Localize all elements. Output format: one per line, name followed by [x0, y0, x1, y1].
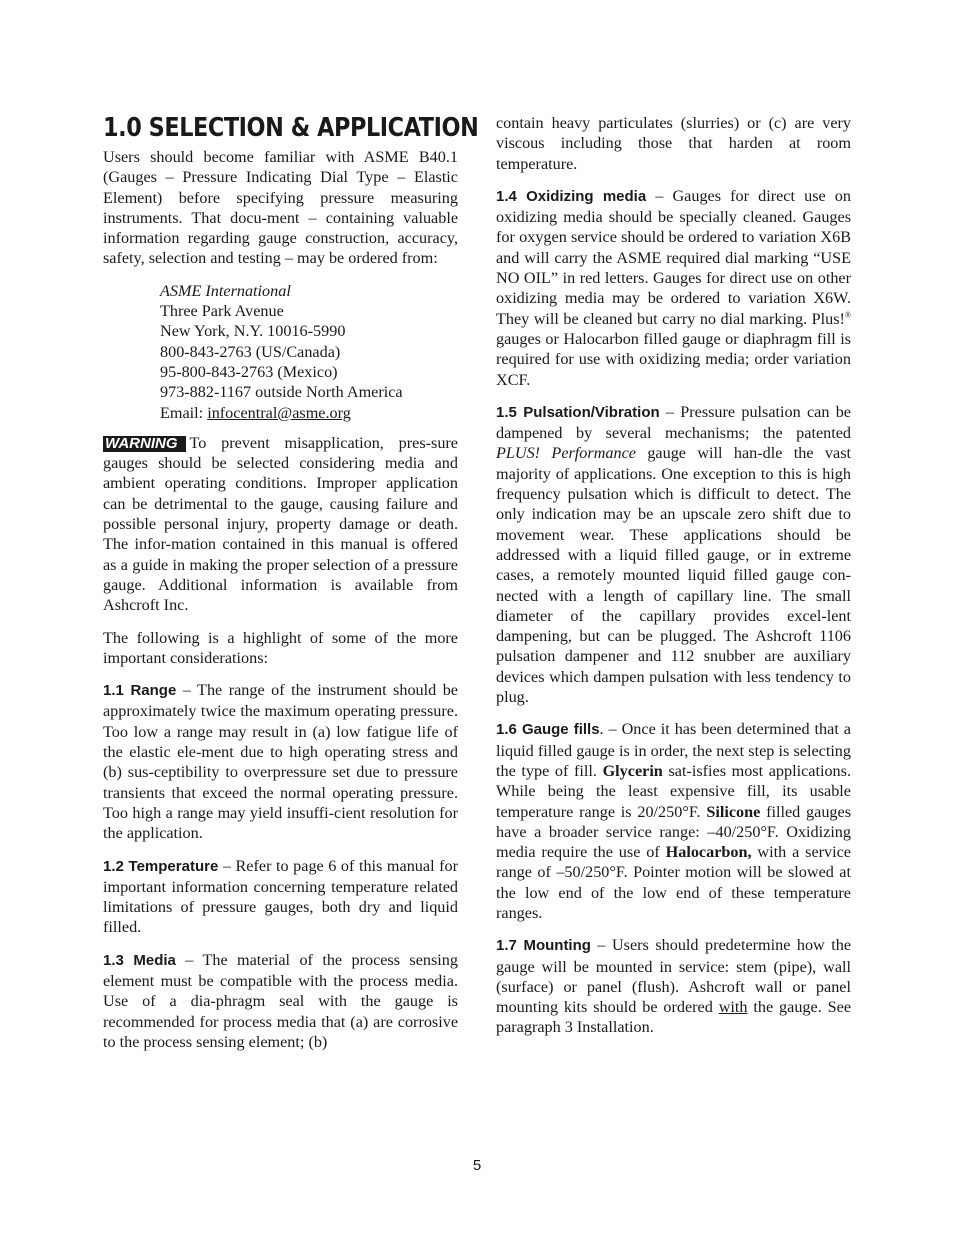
section-1-4-text-b: gauges or Halocarbon filled gauge or diaphragm fill is required for use with oxidizing media; order variation XCF.	[496, 329, 851, 389]
section-1-2-heading: 1.2 Temperature	[103, 857, 219, 875]
section-1-6-text-b: sat-isfies most applications. While being the least expensive fill, its usable temperature range is 20/250°F.	[496, 761, 851, 821]
section-1-5	[496, 402, 851, 707]
fill-halocarbon: Halocarbon,	[665, 843, 752, 862]
section-1-4-text-a: – Gauges for direct use on oxidizing media should be specially cleaned. Gauges for oxygen service should be ordered to variation X6B and will carry the ASME required dial marking “USE NO OIL” in red letters. Gauges for direct use on other oxidizing media may be ordered to variation X6W. They will be cleaned but carry no dial marking. Plus!	[496, 186, 851, 328]
section-1-6-heading: 1.6 Gauge fills	[496, 721, 600, 739]
section-1-1-text: – The range of the instrument should be approximately twice the maximum operating pressure. Too low a range may result in (a) low fatigue life of the elastic ele-ment due to high operating stress and (b) sus-ceptibility to overpressure set due to pressure transients that exceed the normal operating pressure. Too high a range may yield insuffi-cient resolution for the application.	[103, 681, 458, 843]
section-1-7	[496, 935, 851, 1037]
intro-paragraph: Users should become familiar with ASME B40.1 (Gauges – Pressure Indicating Dial Type – Elastic Element) before specifying pressure measuring instruments. That docu-ment – containing valuable information regarding gauge construction, accuracy, safety, selection and testing – may be ordered from:	[103, 148, 458, 268]
section-1-5-text-a: – Pressure pulsation can be dampened by several mechanisms; the patented	[496, 402, 851, 443]
section-1-4	[496, 186, 851, 390]
section-1-3-text: – The material of the process sensing element must be compatible with the process media. Use of a dia-phragm seal with the gauge is recommended for process media that (a) are corrosive to the process sensing element; (b)	[103, 950, 458, 1051]
section-1-7-text-b: the gauge. See paragraph 3 Installation.	[496, 998, 851, 1037]
section-1-6	[496, 719, 851, 923]
section-1-3-heading: 1.3 Media	[103, 951, 176, 969]
address-street: Three Park Avenue	[160, 302, 284, 321]
right-column	[496, 113, 851, 1050]
address-phone-us: 800-843-2763 (US/Canada)	[160, 342, 341, 361]
section-1-6-text-a: . – Once it has been determined that a liquid filled gauge is in order, the next step is selecting the type of fill.	[496, 720, 851, 780]
address-block	[160, 281, 458, 423]
section-1-3-continued: contain heavy particulates (slurries) or (c) are very viscous including those that harden at room temperature.	[496, 114, 851, 173]
section-1-7-heading: 1.7 Mounting	[496, 937, 591, 955]
section-1-2	[103, 856, 458, 938]
section-1-1-heading: 1.1 Range	[103, 682, 177, 700]
section-1-6-text-c: filled gauges have a broader service range: –40/250°F. Oxidizing media require the use of	[496, 802, 851, 862]
left-column	[103, 113, 479, 1064]
highlight-paragraph: The following is a highlight of some of the more important considerations:	[103, 628, 458, 667]
warning-paragraph	[103, 433, 458, 616]
warning-badge: WARNING	[103, 436, 186, 452]
section-1-4-heading: 1.4 Oxidizing media	[496, 187, 647, 205]
section-1-1	[103, 680, 458, 843]
address-phone-mexico: 95-800-843-2763 (Mexico)	[160, 362, 338, 381]
registered-mark: ®	[844, 310, 851, 320]
address-city: New York, N.Y. 10016-5990	[160, 322, 346, 341]
section-1-5-text-b: gauge will han-dle the vast majority of applications. One exception to this is high frequency pulsation which is difficult to detect. The only indication may be an upscale zero shift due to movement wear. These applications should be addressed with a liquid filled gauge, or in extreme cases, a remotely mounted liquid filled gauge con-nected with a length of capillary line. The small diameter of the capillary provides excel-lent dampening, but can be plugged. The Ashcroft 1106 pulsation dampener and 112 snubber are auxiliary devices which dampen pulsation with less tendency to plug.	[496, 444, 851, 707]
section-1-5-product-name: PLUS! Performance	[496, 444, 636, 463]
email-link[interactable]: infocentral@asme.org	[207, 403, 351, 422]
section-1-2-text: – Refer to page 6 of this manual for important information concerning temperature related limitations of pressure gauges, both dry and liquid filled.	[103, 856, 458, 937]
page-number: 5	[472, 1157, 482, 1174]
fill-silicone: Silicone	[706, 802, 761, 821]
fill-glycerin: Glycerin	[602, 761, 663, 780]
section-1-5-heading: 1.5 Pulsation/Vibration	[496, 403, 660, 421]
address-org: ASME International	[160, 281, 291, 300]
section-1-6-text-d: with a service range of –50/250°F. Pointer motion will be slowed at the low end of the low end of these temperature ranges.	[496, 843, 851, 922]
address-email-row	[160, 403, 458, 423]
section-1-3	[103, 950, 458, 1052]
email-label: Email:	[160, 403, 208, 422]
with-underlined: with	[718, 998, 748, 1017]
warning-text: To prevent misapplication, pres-sure gauges should be selected considering media and ambient operating conditions. Improper application can be detrimental to the gauge, causing failure and possible personal injury, property damage or death. The infor-mation contained in this manual is offered as a guide in making the proper selection of a pressure gauge. Additional information is available from Ashcroft Inc.	[103, 433, 458, 615]
section-title: 1.0 SELECTION & APPLICATION	[103, 113, 479, 143]
section-1-7-text-a: – Users should predetermine how the gauge will be mounted in service: stem (pipe), wall (surface) or panel (flush). Ashcroft wall or panel mounting kits should be ordered	[496, 936, 852, 1017]
address-phone-intl: 973-882-1167 outside North America	[160, 383, 403, 402]
